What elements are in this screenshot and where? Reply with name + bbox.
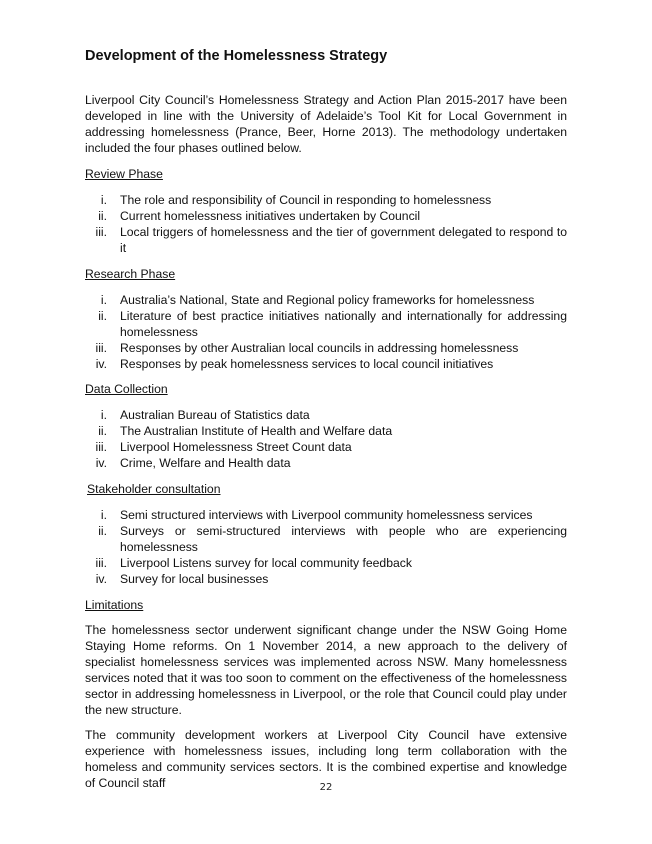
limitations-paragraph-2: The community development workers at Liverpool City Council have extensive experience with homelessness issues, including long term collaboration with the homeless and community services sectors. It is the combined expertise and knowledge of Council staff (85, 728, 567, 790)
list-item: iv. Responses by peak homelessness services to local council initiatives (95, 357, 494, 371)
research-phase-heading: Research Phase (85, 267, 176, 281)
list-item: ii. Literature of best practice initiatives nationally and internationally for addressing homelessness (98, 309, 567, 339)
data-collection-heading: Data Collection (85, 382, 168, 396)
list-item: i. The role and responsibility of Council in responding to homelessness (100, 193, 492, 207)
intro-paragraph: Liverpool City Council’s Homelessness Strategy and Action Plan 2015-2017 have been developed in line with the University of Adelaide’s Tool Kit for Local Government in addressing homelessness (Prance, Beer, Horne 2013). The methodology undertaken included the four phases outlined below. (85, 93, 567, 155)
review-phase-list (85, 192, 567, 256)
list-item: iii. Liverpool Listens survey for local community feedback (95, 556, 412, 570)
page-number: 22 (319, 782, 333, 793)
limitations-paragraph-1: The homelessness sector underwent significant change under the NSW Going Home Staying Home reforms. On 1 November 2014, a new approach to the delivery of specialist homelessness services was implemented across NSW. Many homelessness services noted that it was too soon to comment on the effectiveness of the homelessness sector in addressing homelessness in Liverpool, or the role that Council could play under the new structure. (85, 623, 567, 717)
list-item: iii. Local triggers of homelessness and the tier of government delegated to respond to it (95, 225, 567, 255)
list-item: ii. Current homelessness initiatives undertaken by Council (98, 209, 421, 223)
list-item: ii. The Australian Institute of Health and Welfare data (98, 424, 393, 438)
list-item: iv. Crime, Welfare and Health data (95, 456, 291, 470)
review-phase-heading: Review Phase (85, 167, 163, 181)
limitations-heading: Limitations (85, 598, 144, 612)
page-title: Development of the Homelessness Strategy (85, 48, 388, 64)
list-item: ii. Surveys or semi-structured interviews with people who are experiencing homelessness (98, 524, 567, 554)
list-item: i. Australia’s National, State and Regional policy frameworks for homelessness (100, 293, 535, 307)
stakeholder-list (85, 507, 567, 587)
research-phase-list (85, 292, 567, 372)
data-collection-list (85, 407, 567, 471)
list-item: i. Australian Bureau of Statistics data (100, 408, 310, 422)
list-item: iv. Survey for local businesses (95, 572, 269, 586)
list-item: iii. Liverpool Homelessness Street Count data (95, 440, 352, 454)
list-item: iii. Responses by other Australian local councils in addressing homelessness (95, 341, 519, 355)
list-item: i. Semi structured interviews with Liverpool community homelessness services (100, 508, 533, 522)
stakeholder-heading: Stakeholder consultation (87, 482, 221, 496)
